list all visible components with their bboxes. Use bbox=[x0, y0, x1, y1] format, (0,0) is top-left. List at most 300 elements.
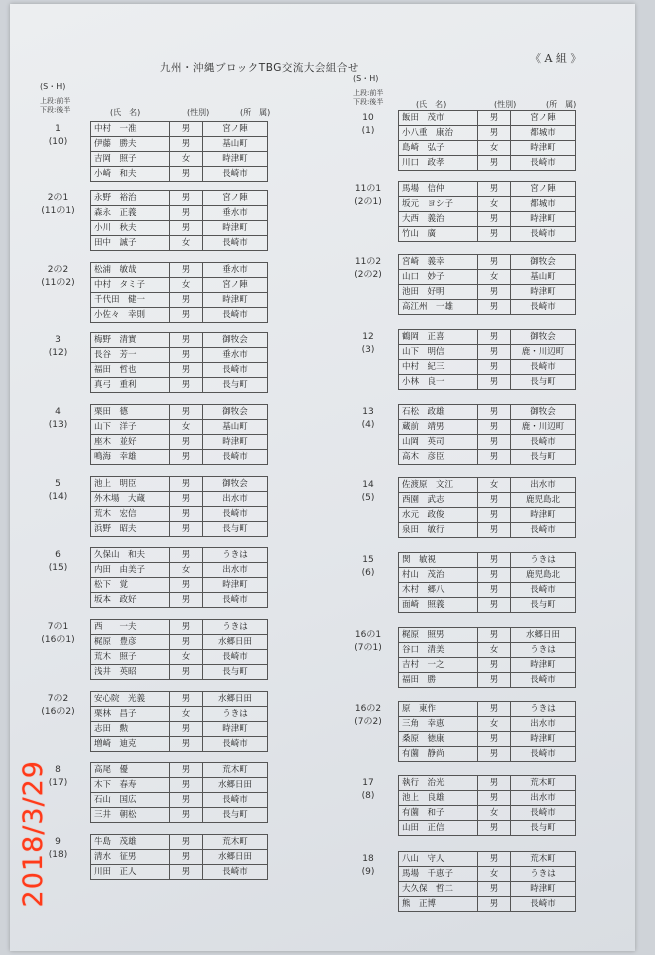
sex-cell: 男 bbox=[478, 583, 511, 598]
sex-header: (性別) bbox=[494, 100, 517, 109]
table-row bbox=[91, 378, 268, 393]
group-number-label bbox=[348, 406, 388, 432]
affiliation-cell: 荒木町 bbox=[203, 763, 268, 778]
group-table bbox=[90, 619, 268, 680]
affiliation-cell: 長崎市 bbox=[511, 435, 576, 450]
player-name-cell: 山口 妙子 bbox=[399, 270, 478, 285]
table-row bbox=[399, 568, 576, 583]
group-table bbox=[398, 329, 576, 390]
affiliation-cell: うきは bbox=[511, 553, 576, 568]
group-number-label bbox=[38, 264, 78, 290]
table-row bbox=[91, 221, 268, 236]
affiliation-cell: 御牧会 bbox=[511, 330, 576, 345]
affiliation-cell: 長与町 bbox=[511, 450, 576, 465]
affiliation-cell: 時津町 bbox=[203, 221, 268, 236]
group-number-label bbox=[348, 554, 388, 580]
affiliation-cell: 長崎市 bbox=[203, 650, 268, 665]
sex-cell: 男 bbox=[478, 182, 511, 197]
player-name-cell: 福田 勝 bbox=[399, 673, 478, 688]
sex-cell: 男 bbox=[170, 763, 203, 778]
group-number-upper: 2の1 bbox=[47, 193, 69, 203]
table-row bbox=[91, 278, 268, 293]
player-name-cell: 谷口 清美 bbox=[399, 643, 478, 658]
sex-cell: 男 bbox=[170, 308, 203, 323]
group-number-upper: 11の2 bbox=[354, 257, 382, 267]
player-name-cell: 荒木 照子 bbox=[91, 650, 170, 665]
sex-cell: 男 bbox=[478, 493, 511, 508]
group-number-upper: 3 bbox=[55, 335, 61, 345]
group-table bbox=[90, 404, 268, 465]
group-table bbox=[90, 332, 268, 393]
sex-cell: 男 bbox=[170, 793, 203, 808]
player-name-cell: 川口 政孝 bbox=[399, 156, 478, 171]
player-name-cell: 木下 春寿 bbox=[91, 778, 170, 793]
player-name-cell: 真弓 重利 bbox=[91, 378, 170, 393]
player-name-cell: 松下 覚 bbox=[91, 578, 170, 593]
affiliation-cell: 宮ノ陣 bbox=[203, 191, 268, 206]
table-row bbox=[399, 658, 576, 673]
table-row bbox=[91, 152, 268, 167]
sex-cell: 男 bbox=[478, 702, 511, 717]
upper-half-label: 上段:前半 bbox=[353, 89, 384, 97]
player-name-cell: 坂本 政好 bbox=[91, 593, 170, 608]
group-table bbox=[398, 627, 576, 688]
group-number-lower: (3) bbox=[361, 345, 375, 355]
table-row bbox=[399, 330, 576, 345]
player-name-cell: 浜野 昭夫 bbox=[91, 522, 170, 537]
group-number-lower: (2の1) bbox=[354, 197, 382, 207]
sex-cell: 男 bbox=[478, 598, 511, 613]
affiliation-cell: 長崎市 bbox=[203, 450, 268, 465]
player-name-cell: 栗林 昌子 bbox=[91, 707, 170, 722]
affiliation-cell: 時津町 bbox=[511, 882, 576, 897]
group-number-lower: (11の1) bbox=[41, 206, 75, 216]
player-name-cell: 西 一夫 bbox=[91, 620, 170, 635]
group-number-upper: 16の1 bbox=[354, 630, 382, 640]
table-row bbox=[399, 270, 576, 285]
table-row bbox=[91, 808, 268, 823]
sex-cell: 男 bbox=[478, 776, 511, 791]
sex-cell: 男 bbox=[170, 435, 203, 450]
group-number-upper: 13 bbox=[362, 407, 374, 417]
affiliation-cell: 出水市 bbox=[511, 717, 576, 732]
affiliation-cell: 長崎市 bbox=[511, 156, 576, 171]
sex-cell: 男 bbox=[478, 450, 511, 465]
player-name-cell: 中村 一准 bbox=[91, 122, 170, 137]
sex-cell: 女 bbox=[170, 278, 203, 293]
table-row bbox=[91, 167, 268, 182]
group-number-upper: 15 bbox=[362, 555, 374, 565]
table-row bbox=[91, 507, 268, 522]
group-number-lower: (17) bbox=[48, 778, 68, 788]
sex-cell: 男 bbox=[478, 658, 511, 673]
affiliation-cell: 時津町 bbox=[511, 212, 576, 227]
group-label: 《 A 組 》 bbox=[530, 52, 582, 65]
table-row bbox=[399, 598, 576, 613]
affiliation-cell: うきは bbox=[203, 707, 268, 722]
sex-cell: 女 bbox=[478, 478, 511, 493]
group-number-label bbox=[348, 853, 388, 879]
affiliation-cell: 御牧会 bbox=[511, 405, 576, 420]
affiliation-cell: 基山町 bbox=[511, 270, 576, 285]
sex-cell: 男 bbox=[170, 578, 203, 593]
group-number-label bbox=[348, 479, 388, 505]
table-row bbox=[399, 182, 576, 197]
sex-cell: 男 bbox=[478, 508, 511, 523]
table-row bbox=[91, 293, 268, 308]
affiliation-cell: 基山町 bbox=[203, 137, 268, 152]
player-name-cell: 佐渡原 文江 bbox=[399, 478, 478, 493]
sex-cell: 男 bbox=[478, 821, 511, 836]
name-header: (氏 名) bbox=[416, 100, 447, 109]
group-number-label bbox=[348, 703, 388, 729]
table-row bbox=[399, 375, 576, 390]
group-number-upper: 1 bbox=[55, 124, 61, 134]
table-row bbox=[399, 806, 576, 821]
sex-cell: 男 bbox=[478, 673, 511, 688]
sex-cell: 男 bbox=[478, 523, 511, 538]
player-name-cell: 永野 裕治 bbox=[91, 191, 170, 206]
affiliation-cell: 長崎市 bbox=[203, 308, 268, 323]
affiliation-cell: うきは bbox=[511, 643, 576, 658]
sex-cell: 男 bbox=[478, 435, 511, 450]
affiliation-cell: うきは bbox=[511, 867, 576, 882]
player-name-cell: 関 敏視 bbox=[399, 553, 478, 568]
table-row bbox=[399, 255, 576, 270]
player-name-cell: 馬場 千恵子 bbox=[399, 867, 478, 882]
affiliation-cell: 宮ノ陣 bbox=[203, 278, 268, 293]
sex-cell: 男 bbox=[478, 791, 511, 806]
table-row bbox=[399, 478, 576, 493]
table-row bbox=[399, 435, 576, 450]
sex-cell: 男 bbox=[170, 778, 203, 793]
group-table bbox=[398, 851, 576, 912]
player-name-cell: 竹山 廣 bbox=[399, 227, 478, 242]
sex-cell: 男 bbox=[170, 835, 203, 850]
group-table bbox=[398, 181, 576, 242]
player-name-cell: 牛島 茂雄 bbox=[91, 835, 170, 850]
player-name-cell: 志田 勲 bbox=[91, 722, 170, 737]
sex-cell: 男 bbox=[478, 420, 511, 435]
table-row bbox=[399, 156, 576, 171]
player-name-cell: 山下 明信 bbox=[399, 345, 478, 360]
affiliation-cell: 都城市 bbox=[511, 197, 576, 212]
table-row bbox=[91, 492, 268, 507]
affiliation-cell: 基山町 bbox=[203, 420, 268, 435]
affiliation-cell: 長崎市 bbox=[203, 363, 268, 378]
sex-cell: 女 bbox=[170, 707, 203, 722]
group-table bbox=[398, 110, 576, 171]
sex-cell: 男 bbox=[478, 882, 511, 897]
affiliation-cell: 時津町 bbox=[511, 732, 576, 747]
player-name-cell: 山岡 英司 bbox=[399, 435, 478, 450]
affiliation-cell: 長崎市 bbox=[203, 236, 268, 251]
sex-cell: 男 bbox=[478, 126, 511, 141]
group-number-lower: (16の1) bbox=[41, 635, 75, 645]
table-row bbox=[399, 360, 576, 375]
affiliation-cell: 垂水市 bbox=[203, 206, 268, 221]
group-number-upper: 6 bbox=[55, 550, 61, 560]
sex-cell: 男 bbox=[170, 850, 203, 865]
table-row bbox=[399, 702, 576, 717]
player-name-cell: 森永 正義 bbox=[91, 206, 170, 221]
affiliation-cell: 鹿・川辺町 bbox=[511, 420, 576, 435]
sex-cell: 男 bbox=[170, 548, 203, 563]
player-name-cell: 池田 好明 bbox=[399, 285, 478, 300]
affiliation-cell: 長与町 bbox=[203, 522, 268, 537]
affiliation-cell: 長崎市 bbox=[511, 523, 576, 538]
table-row bbox=[91, 778, 268, 793]
group-number-lower: (2の2) bbox=[354, 270, 382, 280]
affiliation-cell: 時津町 bbox=[203, 435, 268, 450]
player-name-cell: 執行 治光 bbox=[399, 776, 478, 791]
sex-cell: 男 bbox=[170, 378, 203, 393]
table-row bbox=[399, 897, 576, 912]
affiliation-cell: 荒木町 bbox=[511, 776, 576, 791]
player-name-cell: 高木 彦臣 bbox=[399, 450, 478, 465]
sex-cell: 男 bbox=[170, 363, 203, 378]
table-row bbox=[399, 227, 576, 242]
affiliation-cell: 長崎市 bbox=[511, 300, 576, 315]
group-number-lower: (7の1) bbox=[354, 643, 382, 653]
affiliation-cell: 水郷日田 bbox=[203, 635, 268, 650]
table-row bbox=[399, 583, 576, 598]
player-name-cell: 原 東作 bbox=[399, 702, 478, 717]
table-row bbox=[399, 523, 576, 538]
table-row bbox=[91, 263, 268, 278]
group-number-label bbox=[348, 256, 388, 282]
sex-cell: 男 bbox=[170, 450, 203, 465]
table-row bbox=[91, 850, 268, 865]
sex-cell: 女 bbox=[478, 806, 511, 821]
sex-cell: 女 bbox=[478, 867, 511, 882]
table-row bbox=[399, 508, 576, 523]
table-row bbox=[399, 852, 576, 867]
sex-cell: 女 bbox=[170, 563, 203, 578]
date-stamp: 2018/3/29 bbox=[18, 760, 49, 908]
player-name-cell: 浅井 英昭 bbox=[91, 665, 170, 680]
group-number-label bbox=[38, 621, 78, 647]
sex-cell: 男 bbox=[478, 852, 511, 867]
table-row bbox=[91, 522, 268, 537]
player-name-cell: 大西 義治 bbox=[399, 212, 478, 227]
affiliation-cell: 長崎市 bbox=[203, 167, 268, 182]
sex-cell: 女 bbox=[478, 643, 511, 658]
player-name-cell: 蔵前 靖男 bbox=[399, 420, 478, 435]
sex-cell: 男 bbox=[478, 568, 511, 583]
sex-cell: 男 bbox=[170, 522, 203, 537]
table-row bbox=[399, 747, 576, 762]
group-table bbox=[90, 262, 268, 323]
affiliation-cell: 水郷日田 bbox=[203, 778, 268, 793]
table-row bbox=[91, 206, 268, 221]
group-number-lower: (7の2) bbox=[354, 717, 382, 727]
player-name-cell: 中村 タミ子 bbox=[91, 278, 170, 293]
table-row bbox=[91, 635, 268, 650]
group-number-lower: (8) bbox=[361, 791, 375, 801]
affiliation-cell: 長崎市 bbox=[511, 227, 576, 242]
table-row bbox=[91, 236, 268, 251]
player-name-cell: 吉村 一之 bbox=[399, 658, 478, 673]
player-name-cell: 安心院 光義 bbox=[91, 692, 170, 707]
table-row bbox=[399, 405, 576, 420]
sex-cell: 男 bbox=[170, 137, 203, 152]
table-row bbox=[399, 141, 576, 156]
upper-half-label: 上段:前半 bbox=[40, 97, 71, 105]
sex-cell: 男 bbox=[478, 285, 511, 300]
sex-cell: 男 bbox=[478, 732, 511, 747]
sex-cell: 男 bbox=[478, 345, 511, 360]
affiliation-cell: 長崎市 bbox=[511, 583, 576, 598]
group-number-lower: (10) bbox=[48, 137, 68, 147]
sex-cell: 男 bbox=[170, 635, 203, 650]
sex-cell: 女 bbox=[170, 420, 203, 435]
player-name-cell: 西園 武志 bbox=[399, 493, 478, 508]
player-name-cell: 荒木 宏信 bbox=[91, 507, 170, 522]
sex-cell: 男 bbox=[478, 897, 511, 912]
table-row bbox=[399, 717, 576, 732]
affiliation-cell: 荒木町 bbox=[511, 852, 576, 867]
player-name-cell: 長谷 芳一 bbox=[91, 348, 170, 363]
table-row bbox=[399, 553, 576, 568]
group-number-lower: (5) bbox=[361, 493, 375, 503]
sex-cell: 男 bbox=[170, 507, 203, 522]
sex-cell: 男 bbox=[170, 477, 203, 492]
affiliation-cell: 垂水市 bbox=[203, 263, 268, 278]
player-name-cell: 坂元 ヨシ子 bbox=[399, 197, 478, 212]
sex-cell: 男 bbox=[478, 360, 511, 375]
group-table bbox=[90, 834, 268, 880]
affiliation-cell: 長崎市 bbox=[203, 593, 268, 608]
affiliation-cell: 時津町 bbox=[203, 722, 268, 737]
group-number-label bbox=[38, 406, 78, 432]
player-name-cell: 島崎 弘子 bbox=[399, 141, 478, 156]
group-number-lower: (11の2) bbox=[41, 278, 75, 288]
group-number-lower: (16の2) bbox=[41, 707, 75, 717]
affiliation-cell: 時津町 bbox=[511, 285, 576, 300]
affiliation-cell: 長崎市 bbox=[511, 897, 576, 912]
table-row bbox=[399, 345, 576, 360]
sex-cell: 女 bbox=[478, 270, 511, 285]
affiliation-cell: 鹿・川辺町 bbox=[511, 345, 576, 360]
sex-cell: 女 bbox=[170, 236, 203, 251]
group-number-lower: (6) bbox=[361, 568, 375, 578]
player-name-cell: 大久保 哲二 bbox=[399, 882, 478, 897]
group-table bbox=[398, 404, 576, 465]
table-row bbox=[91, 563, 268, 578]
player-name-cell: 外木場 大蔵 bbox=[91, 492, 170, 507]
table-row bbox=[399, 882, 576, 897]
sex-cell: 男 bbox=[170, 405, 203, 420]
table-row bbox=[91, 191, 268, 206]
player-name-cell: 高江州 一雄 bbox=[399, 300, 478, 315]
affiliation-cell: 御牧会 bbox=[203, 333, 268, 348]
group-number-lower: (13) bbox=[48, 420, 68, 430]
player-name-cell: 川田 正人 bbox=[91, 865, 170, 880]
sex-cell: 男 bbox=[478, 227, 511, 242]
sex-cell: 男 bbox=[170, 665, 203, 680]
player-name-cell: 石松 政雄 bbox=[399, 405, 478, 420]
player-name-cell: 梅野 清實 bbox=[91, 333, 170, 348]
table-row bbox=[399, 420, 576, 435]
table-row bbox=[91, 137, 268, 152]
sex-cell: 男 bbox=[478, 212, 511, 227]
player-name-cell: 中村 紀三 bbox=[399, 360, 478, 375]
affiliation-cell: 鹿児島北 bbox=[511, 493, 576, 508]
table-row bbox=[91, 435, 268, 450]
group-table bbox=[398, 552, 576, 613]
affiliation-cell: 宮ノ陣 bbox=[203, 122, 268, 137]
affiliation-cell: 長与町 bbox=[203, 378, 268, 393]
player-name-cell: 三井 朝松 bbox=[91, 808, 170, 823]
sh-label: (S・H) bbox=[353, 74, 379, 83]
sex-cell: 男 bbox=[170, 293, 203, 308]
player-name-cell: 面崎 照義 bbox=[399, 598, 478, 613]
affiliation-cell: 御牧会 bbox=[203, 477, 268, 492]
table-row bbox=[91, 333, 268, 348]
player-name-cell: 熊 正博 bbox=[399, 897, 478, 912]
table-row bbox=[91, 420, 268, 435]
group-number-upper: 5 bbox=[55, 479, 61, 489]
player-name-cell: 久保山 和夫 bbox=[91, 548, 170, 563]
table-row bbox=[91, 665, 268, 680]
group-number-upper: 10 bbox=[362, 113, 374, 123]
sex-cell: 男 bbox=[478, 111, 511, 126]
group-number-upper: 4 bbox=[55, 407, 61, 417]
table-row bbox=[91, 722, 268, 737]
affiliation-cell: 垂水市 bbox=[203, 348, 268, 363]
sex-cell: 男 bbox=[170, 620, 203, 635]
affiliation-cell: 御牧会 bbox=[203, 405, 268, 420]
player-name-cell: 栗田 德 bbox=[91, 405, 170, 420]
affiliation-cell: 長崎市 bbox=[511, 806, 576, 821]
player-name-cell: 三角 幸恵 bbox=[399, 717, 478, 732]
sex-cell: 男 bbox=[170, 737, 203, 752]
player-name-cell: 水元 政俊 bbox=[399, 508, 478, 523]
group-number-upper: 7の2 bbox=[47, 694, 69, 704]
table-row bbox=[91, 793, 268, 808]
affiliation-cell: 長崎市 bbox=[203, 865, 268, 880]
affiliation-cell: うきは bbox=[511, 702, 576, 717]
affiliation-header: (所 属) bbox=[240, 108, 271, 117]
player-name-cell: 山下 洋子 bbox=[91, 420, 170, 435]
group-number-lower: (1) bbox=[361, 126, 375, 136]
table-row bbox=[91, 865, 268, 880]
player-name-cell: 山田 正信 bbox=[399, 821, 478, 836]
group-table bbox=[90, 121, 268, 182]
affiliation-cell: 宮ノ陣 bbox=[511, 182, 576, 197]
table-row bbox=[399, 111, 576, 126]
affiliation-cell: 時津町 bbox=[511, 658, 576, 673]
player-name-cell: 飯田 茂市 bbox=[399, 111, 478, 126]
group-number-lower: (4) bbox=[361, 420, 375, 430]
affiliation-cell: 出水市 bbox=[203, 492, 268, 507]
group-table bbox=[90, 547, 268, 608]
sex-cell: 男 bbox=[170, 865, 203, 880]
affiliation-cell: 鹿児島北 bbox=[511, 568, 576, 583]
player-name-cell: 石山 国広 bbox=[91, 793, 170, 808]
affiliation-cell: 水郷日田 bbox=[511, 628, 576, 643]
player-name-cell: 村山 茂治 bbox=[399, 568, 478, 583]
player-name-cell: 座木 並好 bbox=[91, 435, 170, 450]
player-name-cell: 小佐々 幸則 bbox=[91, 308, 170, 323]
table-row bbox=[399, 628, 576, 643]
table-row bbox=[91, 405, 268, 420]
group-number-lower: (18) bbox=[48, 850, 68, 860]
group-table bbox=[398, 254, 576, 315]
group-number-upper: 18 bbox=[362, 854, 374, 864]
group-number-label bbox=[348, 629, 388, 655]
